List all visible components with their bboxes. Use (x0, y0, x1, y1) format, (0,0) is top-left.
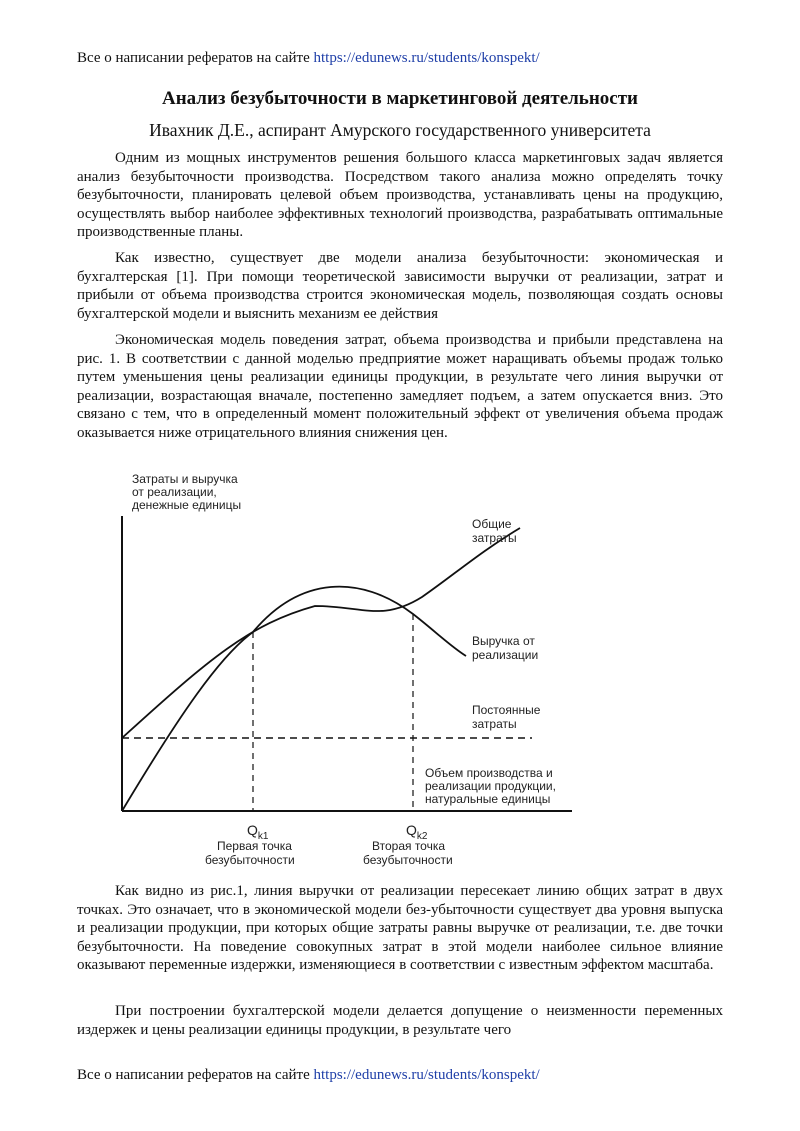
total-costs-label-1: Общие (472, 517, 512, 531)
q2-caption-2: безубыточности (363, 853, 453, 867)
page-footer (77, 1066, 540, 1084)
q1-caption-2: безубыточности (205, 853, 295, 867)
footer-link[interactable]: https://edunews.ru/students/konspekt/ (313, 1067, 540, 1083)
x-axis-label-1: Объем производства и (425, 766, 553, 780)
paragraph-4: Как видно из рис.1, линия выручки от реализации пересекает линию общих затрат в двух точках. Это означает, что в экономической модели без-убыточности существует два уровня выпуска и реализации продукции, при которых общие затраты равны выручке от реализации, т.е. две точки безубыточности. На поведение совокупных затрат в этой модели наиболее сильное влияние оказывают переменные издержки, изменяющиеся в соответствии с известным эффектом масштаба. (77, 883, 723, 974)
total-costs-label-2: затраты (472, 531, 517, 545)
break-even-figure (100, 466, 600, 876)
q2-subscript: k2 (416, 831, 428, 842)
footer-text: Все о написании рефератов на сайте (77, 1067, 314, 1083)
y-axis-label-2: от реализации, (132, 485, 217, 499)
article-author: Ивахник Д.Е., аспирант Амурского государственного университета (149, 120, 651, 140)
paragraph-5: При построении бухгалтерской модели делается допущение о неизменности переменных издержек и цены реализации единицы продукции, в результате чего (77, 1003, 723, 1038)
page-header (77, 49, 540, 67)
header-text: Все о написании рефератов на сайте (77, 50, 314, 66)
q1-subscript: k1 (257, 831, 269, 842)
article-title: Анализ безубыточности в маркетинговой деятельности (161, 88, 639, 109)
paragraph-1: Одним из мощных инструментов решения большого класса маркетинговых задач является анализ безубыточности производства. Посредством такого анализа можно определять точку безубыточности, планировать целевой объем производства, устанавливать цены на продукцию, осуществлять выбор наиболее эффективных технологий производства, разрабатывать оптимальные производственные планы. (77, 150, 723, 241)
paragraph-2: Как известно, существует две модели анализа безубыточности: экономическая и бухгалтерская [1]. При помощи теоретической зависимости выручки от реализации, затрат и прибыли от объема производства строится экономическая модель, позволяющая создать основы бухгалтерской модели и выяснить механизм ее действия (77, 250, 723, 322)
paragraph-3: Экономическая модель поведения затрат, объема производства и прибыли представлена на рис. 1. В соответствии с данной моделью предприятие может наращивать объемы продаж только путем уменьшения цены реализации единицы продукции, в результате чего линия выручки от реализации, возрастающая вначале, постепенно замедляет подъем, а затем опускается вниз. Это связано с тем, что в определенный момент положительный эффект от увеличения объема продаж оказывается ниже отрицательного влияния снижения цен. (77, 332, 723, 441)
y-axis-label-1: Затраты и выручка (132, 472, 238, 486)
q2-letter: Q (406, 822, 417, 838)
revenue-curve (122, 587, 466, 811)
q1-letter: Q (247, 822, 258, 838)
revenue-label-1: Выручка от (472, 634, 535, 648)
q2-caption-1: Вторая точка (372, 839, 446, 853)
fixed-costs-label-2: затраты (472, 717, 517, 731)
header-link[interactable]: https://edunews.ru/students/konspekt/ (313, 50, 540, 66)
x-axis-label-3: натуральные единицы (425, 792, 551, 806)
fixed-costs-label-1: Постоянные (472, 703, 541, 717)
x-axis-label-2: реализации продукции, (425, 779, 556, 793)
revenue-label-2: реализации (472, 648, 539, 662)
q1-caption-1: Первая точка (217, 839, 292, 853)
y-axis-label-3: денежные единицы (132, 498, 242, 512)
total-costs-curve (122, 528, 520, 738)
